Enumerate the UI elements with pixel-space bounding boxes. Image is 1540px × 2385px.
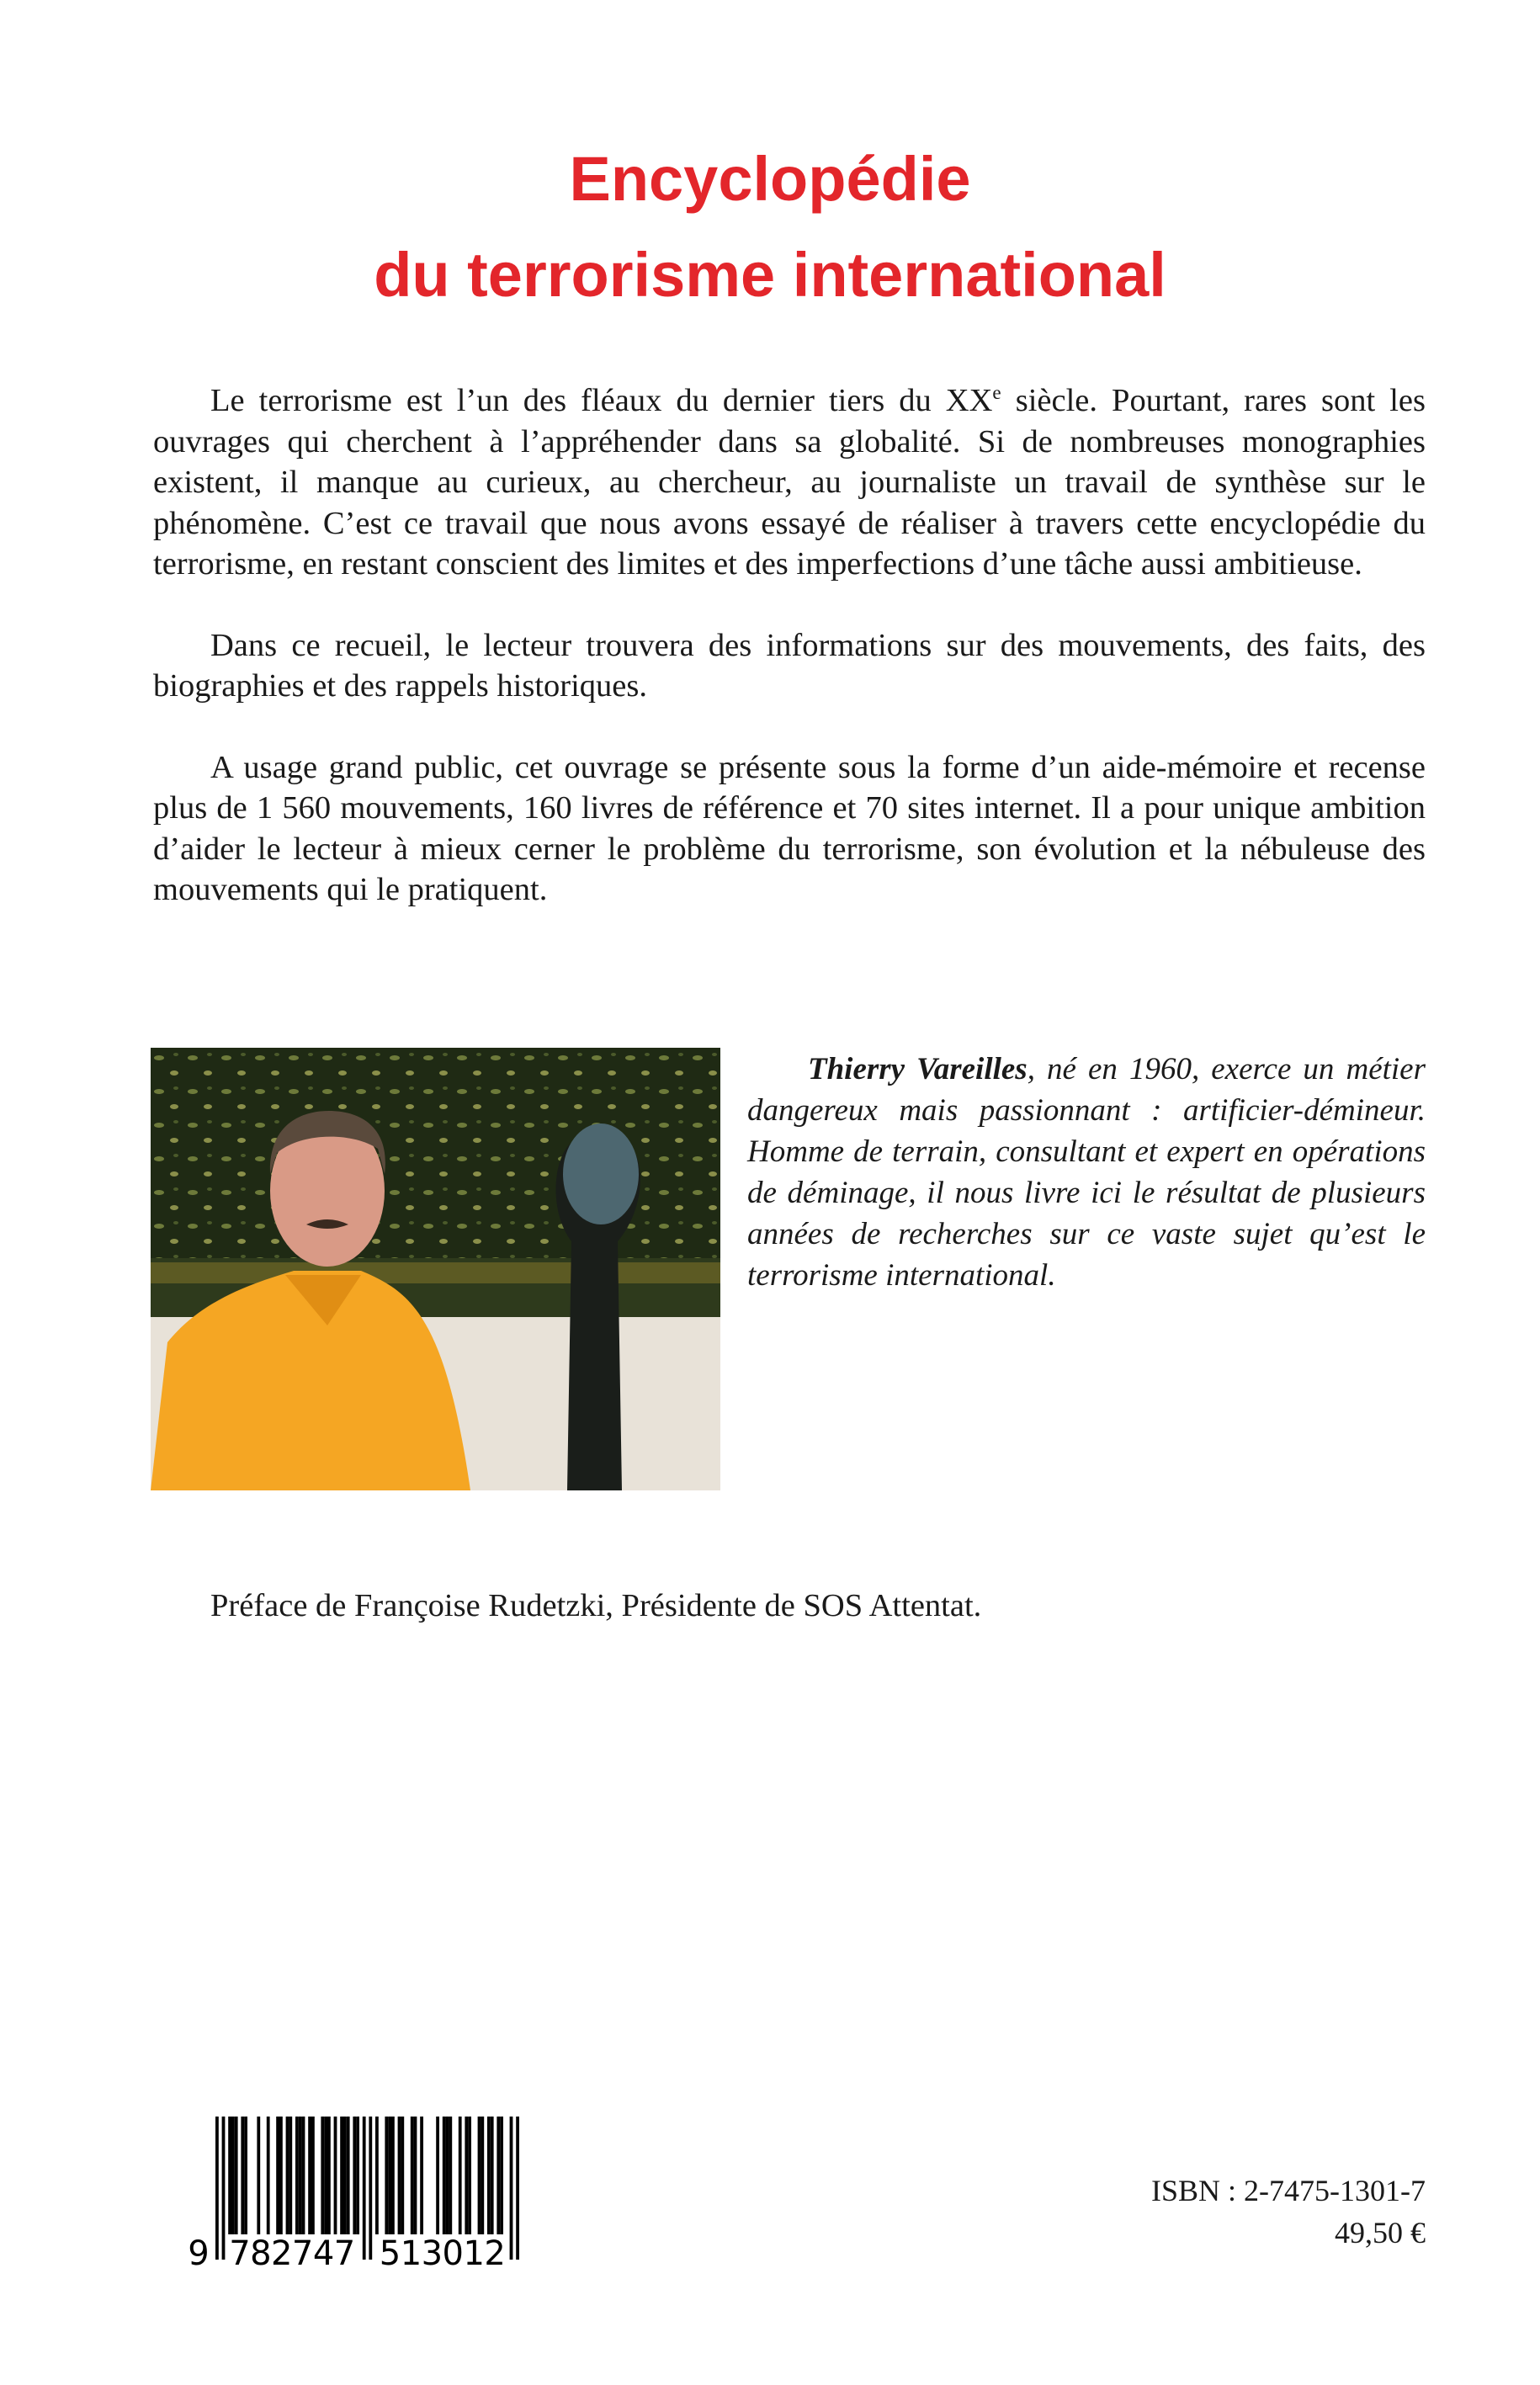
- barcode-bar: [446, 2117, 449, 2234]
- barcode-bar: [311, 2117, 315, 2234]
- blurb: [153, 380, 1426, 951]
- barcode-bar: [436, 2117, 439, 2234]
- barcode-bar: [279, 2117, 283, 2234]
- barcode-bar: [231, 2117, 235, 2234]
- superscript-e: e: [992, 381, 1001, 404]
- barcode-bar: [299, 2117, 302, 2234]
- barcode-bar: [222, 2117, 226, 2260]
- barcode-bar: [276, 2117, 279, 2234]
- barcode-bar: [369, 2117, 372, 2260]
- paragraph-1-start: Le terrorisme est l’un des fléaux du dernier tiers du XX: [210, 383, 993, 418]
- barcode-bar: [401, 2117, 404, 2234]
- barcode-bar: [334, 2117, 337, 2234]
- barcode-bar: [267, 2117, 270, 2234]
- barcode-bar: [340, 2117, 343, 2234]
- barcode-bar: [449, 2117, 452, 2234]
- barcode-bar: [500, 2117, 503, 2234]
- barcode-bar: [478, 2117, 481, 2234]
- barcode-right-digits: 513012: [379, 2234, 506, 2268]
- author-photo: [151, 1048, 720, 1490]
- barcode-bar: [420, 2117, 423, 2234]
- barcode-bar: [388, 2117, 391, 2234]
- title-line-2: du terrorisme international: [374, 240, 1166, 310]
- barcode-bar: [443, 2117, 446, 2234]
- barcode-bar: [286, 2117, 289, 2234]
- barcode-bar: [516, 2117, 519, 2260]
- author-bio-text: , né en 1960, exerce un métier dangereux mais passionnant : artificier-démineur. Homme de terrain, consultant et expert en opérations de déminage, il nous livre ici le résultat de plusieurs années de recherches sur ce vaste sujet qu’est le terrorisme international.: [747, 1052, 1426, 1293]
- barcode-bar: [497, 2117, 500, 2234]
- barcode-bar: [363, 2117, 366, 2260]
- paragraph-3: A usage grand public, cet ouvrage se présente sous la forme d’un aide-mémoire et recense plus de 1 560 mouvements, 160 livres de référence et 70 sites internet. Il a pour unique ambition d’aider le lecteur à mieux cerner le problème du terrorisme, son évolution et la nébuleuse des mouvements qui le pratiquent.: [153, 749, 1426, 907]
- isbn-number: ISBN : 2-7475-1301-7: [1151, 2174, 1426, 2207]
- barcode-first-digit: 9: [188, 2234, 210, 2268]
- paragraph-1-rest: siècle. Pourtant, rares sont les ouvrages qui cherchent à l’appréhender dans sa globalité. Si de nombreuses monographies existent, il manque au curieux, au chercheur, au journaliste un travail de synthèse sur le phénomène. C’est ce travail que nous avons essayé de réaliser à travers cette encyclopédie du terrorisme, en restant conscient des limites et des imperfections d’une tâche aussi ambitieuse.: [153, 383, 1426, 582]
- barcode-bar: [321, 2117, 324, 2234]
- barcode-bar: [327, 2117, 331, 2234]
- barcode: [187, 2117, 540, 2268]
- barcode-bar: [375, 2117, 379, 2234]
- barcode-bar: [353, 2117, 356, 2234]
- barcode-bar: [398, 2117, 401, 2234]
- barcode-bar: [411, 2117, 414, 2234]
- barcode-bar: [414, 2117, 417, 2234]
- barcode-bar: [244, 2117, 247, 2234]
- author-name: Thierry Vareilles: [808, 1052, 1028, 1086]
- barcode-bar: [510, 2117, 513, 2260]
- barcode-bar: [289, 2117, 292, 2234]
- barcode-bar: [324, 2117, 327, 2234]
- barcode-bar: [343, 2117, 347, 2234]
- barcode-bar: [491, 2117, 494, 2234]
- barcode-bar: [487, 2117, 491, 2234]
- barcode-bar: [347, 2117, 350, 2234]
- barcode-left-digits: 782747: [229, 2234, 356, 2268]
- title-line-1: Encyclopédie: [569, 144, 971, 214]
- barcode-bar: [235, 2117, 238, 2234]
- barcode-bar: [302, 2117, 305, 2234]
- barcode-bar: [257, 2117, 260, 2234]
- barcode-bar: [385, 2117, 388, 2234]
- barcode-bar: [228, 2117, 231, 2234]
- barcode-bar: [459, 2117, 462, 2234]
- barcode-bar: [356, 2117, 359, 2234]
- paragraph-1: [153, 380, 1426, 585]
- book-title: [0, 131, 1540, 323]
- paragraph-2: Dans ce recueil, le lecteur trouvera des informations sur des mouvements, des faits, des biographies et des rappels historiques.: [153, 627, 1426, 704]
- barcode-bar: [241, 2117, 244, 2234]
- barcode-bar: [391, 2117, 395, 2234]
- barcode-bar: [465, 2117, 468, 2234]
- price: 49,50 €: [1335, 2216, 1426, 2250]
- barcode-bar: [295, 2117, 299, 2234]
- author-bio: [747, 1049, 1426, 1296]
- barcode-bar: [481, 2117, 484, 2234]
- barcode-bar: [215, 2117, 219, 2260]
- isbn-block: [1151, 2170, 1426, 2254]
- preface-credit: Préface de Françoise Rudetzki, Présidente de SOS Attentat.: [210, 1588, 982, 1623]
- barcode-bar: [308, 2117, 311, 2234]
- barcode-bar: [468, 2117, 471, 2234]
